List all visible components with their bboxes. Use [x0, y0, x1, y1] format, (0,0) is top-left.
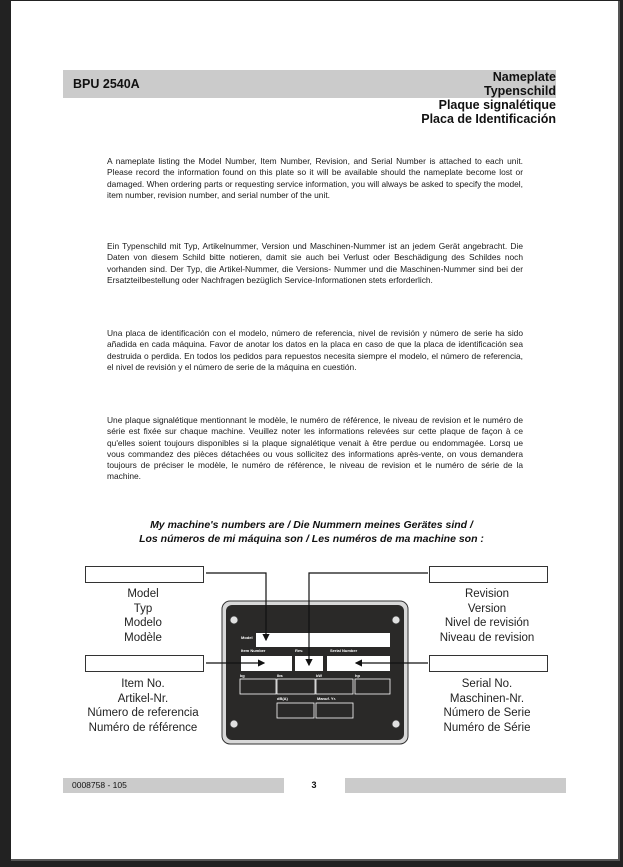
title-fr: Plaque signalétique — [438, 98, 556, 112]
label-de: Artikel-Nr. — [117, 692, 169, 705]
label-en: Model — [127, 588, 159, 600]
header-model: BPU 2540A — [73, 77, 140, 91]
paragraph-english: A nameplate listing the Model Number, Item Number, Revision, and Serial Number is attached to each unit. Please record the information found on this plate so it will be available should the nameplate become lost or damaged. When ordering parts or requesting service information, you will always be asked to specify the model, item number, revision number, and serial number of the unit. — [107, 156, 523, 200]
serial-number-labels — [412, 677, 562, 735]
label-es: Nivel de revisión — [444, 617, 530, 629]
plate-label-serial-number: Serial Number — [330, 648, 358, 653]
plate-label-kg: kg — [240, 673, 245, 678]
screw-hole-icon — [230, 616, 238, 624]
label-fr: Numéro de référence — [88, 721, 198, 734]
label-de: Version — [467, 602, 507, 615]
item-number-labels — [68, 677, 218, 735]
footer-doc-code: 0008758 - 105 — [72, 780, 127, 790]
plate-label-item-number: Item Number — [241, 648, 266, 653]
screw-hole-icon — [392, 616, 400, 624]
label-fr: Modèle — [124, 631, 162, 644]
model-labels — [68, 587, 218, 645]
plate-label-model: Model — [241, 635, 253, 640]
plate-label-lbs: lbs — [277, 673, 283, 678]
label-en: Item No. — [121, 678, 165, 690]
screw-hole-icon — [230, 720, 238, 728]
label-de: Typ — [133, 602, 153, 615]
paragraph-french: Une plaque signalétique mentionnant le modèle, le numéro de référence, le niveau de revision et le numéro de série est fixée sur chaque machine. Veuillez noter les informations relevées sur cette plaque de façon à ce qu'elles soient toujours disponibles si la plaque signalétique venait à être perdue ou endommagée. Lorsq ue vous commandez des pièces détachées ou vous sollicitez des informations après-vente, on vous demandera toujours de préciser le modèle, le numéro de référence, le niveau de revision et le numéro de série de la machine. — [107, 415, 523, 482]
revision-labels — [412, 587, 562, 645]
plate-label-rev: Rev. — [295, 648, 304, 653]
plate-label-hp: hp — [355, 673, 360, 678]
screw-hole-icon — [392, 720, 400, 728]
caption-line-1: My machine's numbers are / Die Nummern meines Gerätes sind / — [150, 519, 473, 531]
title-es: Placa de Identificación — [421, 112, 556, 126]
label-es: Número de referencia — [87, 707, 199, 719]
title-de: Typenschild — [483, 84, 556, 98]
caption-line-2: Los números de mi máquina son / Les numéros de ma machine son : — [139, 533, 484, 545]
plate-label-manuf-yr: Manuf. Yr. — [317, 696, 337, 701]
revision-input-box[interactable] — [429, 566, 548, 583]
label-fr: Niveau de revision — [439, 631, 535, 644]
label-en: Serial No. — [461, 678, 513, 690]
nameplate — [222, 601, 408, 744]
label-de: Maschinen-Nr. — [449, 692, 525, 705]
paragraph-spanish: Una placa de identificación con el modelo, número de referencia, nivel de revisión y número de serie ha sido añadida en cada máquina. Favor de anotar los datos en la placa en caso de que la placa de identificación sea destruida o perdida. En todos los pedidos para repuestos necesita siempre el modelo, el número de referencia, el nivel de revisión y el número de serie de la máquina en cuestión. — [107, 328, 523, 372]
plate-field-model — [256, 633, 390, 647]
serial-number-input-box[interactable] — [429, 655, 548, 672]
paragraph-german: Ein Typenschild mit Typ, Artikelnummer, Version und Maschinen-Nummer ist an jedem Gerät angebracht. Die Daten von diesem Schild bitte notieren, damit sie auch bei Verlust oder Beschädigung des Schildes noch vorhanden sind. Der Typ, die Artikel-Nummer, die Versions- Nummer und die Maschinen-Nummer sind bei der Ersatzteilbestellung oder Nachfragen bezüglich Service-Informationen stets erforderlich. — [107, 241, 523, 285]
plate-label-kw: kW — [316, 673, 322, 678]
label-es: Modelo — [124, 617, 162, 629]
label-fr: Numéro de Série — [443, 721, 531, 734]
plate-label-dba: dB(A) — [277, 696, 288, 701]
footer-page-number: 3 — [311, 780, 317, 790]
footer-right-bar — [345, 778, 566, 793]
label-en: Revision — [464, 588, 510, 600]
title-en: Nameplate — [492, 70, 556, 84]
label-es: Número de Serie — [443, 707, 531, 719]
item-number-input-box[interactable] — [85, 655, 204, 672]
model-input-box[interactable] — [85, 566, 204, 583]
